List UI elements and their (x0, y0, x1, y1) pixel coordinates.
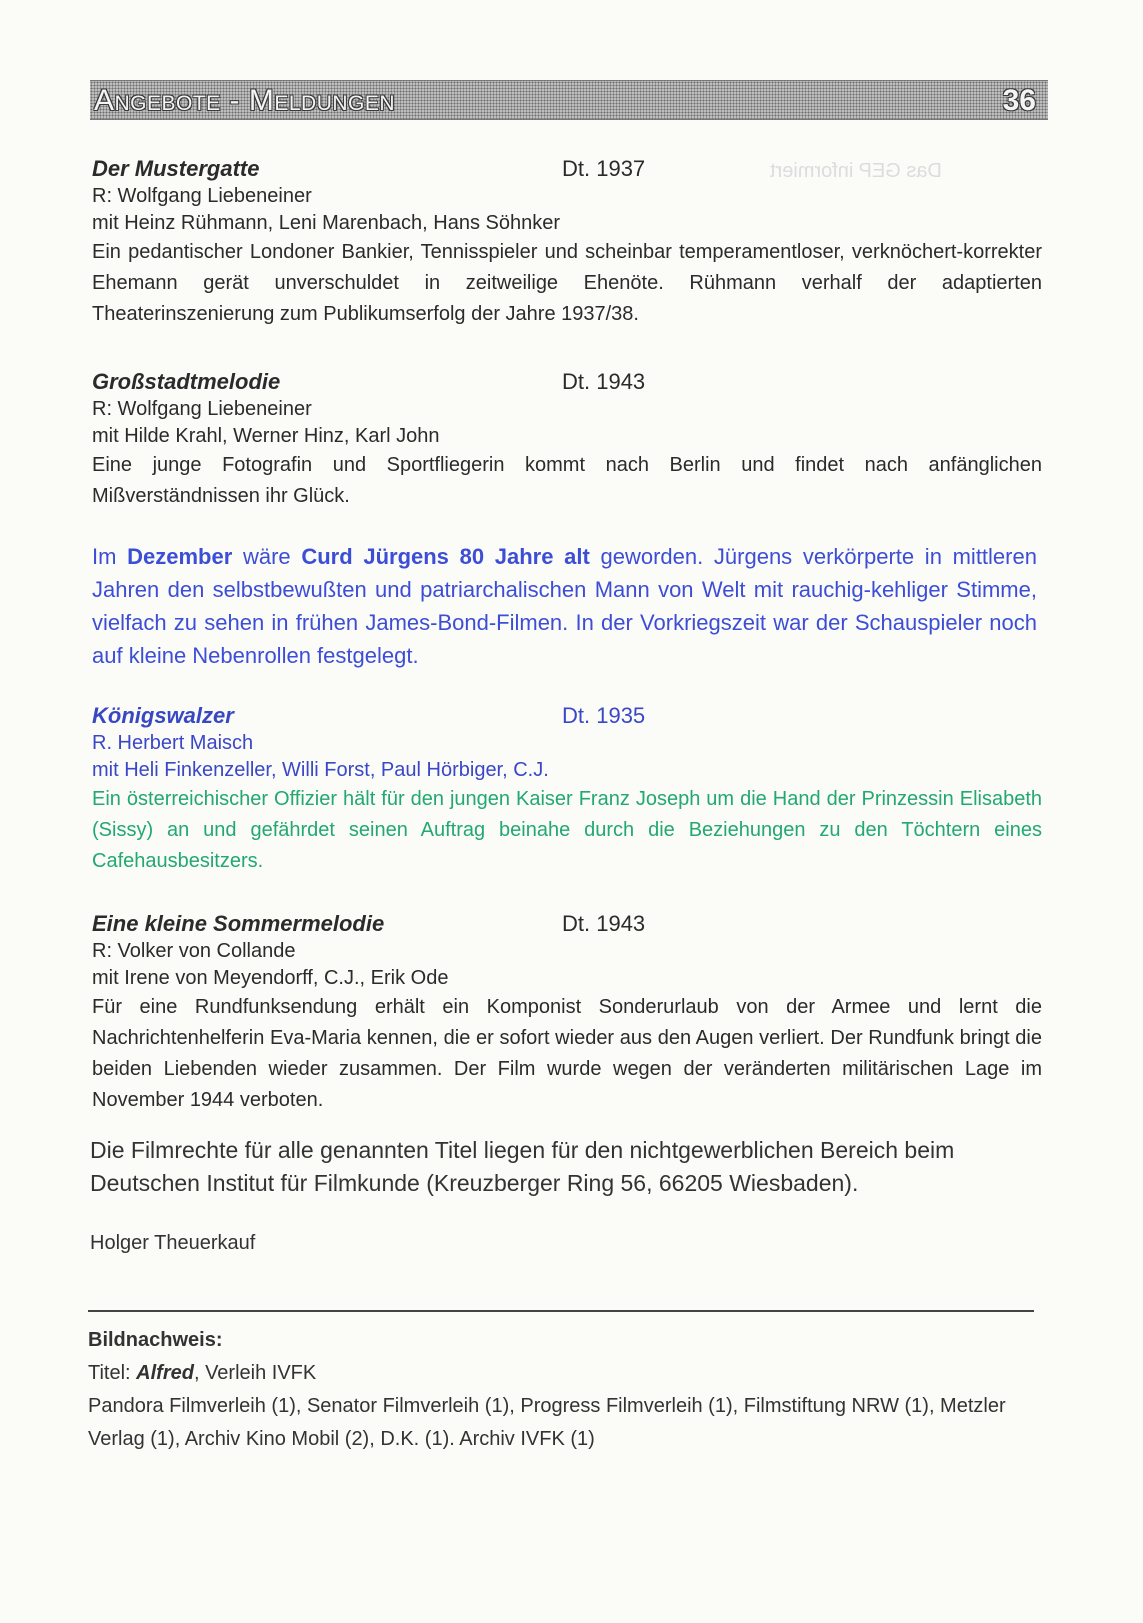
anniversary-note (92, 540, 1037, 672)
film-director: R: Wolfgang Liebeneiner (92, 185, 312, 207)
note-emphasis: Curd Jürgens 80 Jahre alt (301, 544, 590, 569)
film-description: Ein österreichischer Offizier hält für den jungen Kaiser Franz Joseph um die Hand der Prinzessin Elisabeth (Sissy) an und gefährdet seinen Auftrag beinahe durch die Beziehungen zu den Töchtern eines Cafehausbesitzers. (92, 788, 1042, 872)
bleed-through-text: Das GEP informiert (770, 160, 942, 182)
page-number: 36 (1002, 84, 1036, 117)
credits-title-line (88, 1357, 1038, 1390)
film-cast: mit Hilde Krahl, Werner Hinz, Karl John (92, 425, 440, 447)
credits-title-film: Alfred (136, 1362, 194, 1384)
film-cast: mit Heinz Rühmann, Leni Marenbach, Hans Söhnker (92, 212, 561, 234)
rights-note: Die Filmrechte für alle genannten Titel liegen für den nichtgewerblichen Bereich beim Deutschen Institut für Filmkunde (Kreuzberger Ring 56, 66205 Wiesbaden). (90, 1137, 955, 1196)
film-description: Für eine Rundfunksendung erhält ein Komponist Sonderurlaub von der Armee und lernt die Nachrichtenhelferin Eva-Maria kennen, die er sofort wieder aus den Augen verliert. Der Rundfunk bringt die beiden Liebenden wieder zusammen. Der Film wurde wegen der veränderten militärischen Lage im November 1944 verboten. (92, 996, 1042, 1111)
film-entry (92, 702, 1052, 877)
film-entry (92, 155, 1052, 330)
film-description: Eine junge Fotografin und Sportfliegerin kommt nach Berlin und findet nach anfänglichen Mißverständnissen ihr Glück. (92, 454, 1042, 507)
credits-title-prefix: Titel: (88, 1362, 137, 1384)
film-title: Großstadtmelodie (92, 369, 281, 394)
film-description: Ein pedantischer Londoner Bankier, Tennisspieler und scheinbar temperamentloser, verknöchert-korrekter Ehemann gerät unverschuldet in zeitweilige Ehenöte. Rühmann verhalf der adaptierten Theaterinszenierung zum Publikumserfolg der Jahre 1937/38. (92, 241, 1042, 325)
author-name: Holger Theuerkauf (90, 1232, 256, 1254)
film-title: Königswalzer (92, 703, 234, 728)
film-entry (92, 910, 1052, 1116)
film-director: R: Wolfgang Liebeneiner (92, 398, 312, 420)
note-emphasis: Dezember (127, 544, 233, 569)
note-text: geworden. Jürgens verkörperte in mittleren Jahren den selbstbewußten und patriarchalischen Mann von Welt mit rauchig-kehliger Stimme, vielfach zu sehen in frühen James-Bond-Filmen. In der Vorkriegszeit war der Schauspieler noch auf kleine Nebenrollen festgelegt. (92, 544, 1037, 668)
divider (88, 1310, 1034, 1312)
credits-title-suffix: , Verleih IVFK (193, 1362, 317, 1384)
credits-list: Pandora Filmverleih (1), Senator Filmverleih (1), Progress Filmverleih (1), Filmstiftung NRW (1), Metzler Verlag (1), Archiv Kino Mobil (2), D.K. (1). Archiv IVFK (1) (88, 1395, 1006, 1450)
film-title: Eine kleine Sommermelodie (92, 911, 385, 936)
film-director: R: Volker von Collande (92, 940, 296, 962)
film-director: R. Herbert Maisch (92, 732, 254, 754)
film-year: Dt. 1935 (562, 703, 646, 728)
film-year: Dt. 1943 (562, 369, 646, 394)
film-cast: mit Heli Finkenzeller, Willi Forst, Paul Hörbiger, C.J. (92, 759, 549, 781)
credits-heading: Bildnachweis: (88, 1329, 223, 1351)
film-title: Der Mustergatte (92, 156, 260, 181)
image-credits (88, 1324, 1038, 1456)
film-entry (92, 368, 1052, 512)
film-year: Dt. 1943 (562, 911, 646, 936)
film-year: Dt. 1937 (562, 156, 646, 181)
section-title: Angebote - Meldungen (94, 84, 396, 117)
note-text: Im (92, 544, 128, 569)
film-cast: mit Irene von Meyendorff, C.J., Erik Ode (92, 967, 449, 989)
note-text: wäre (232, 544, 302, 569)
section-header (90, 80, 1048, 120)
